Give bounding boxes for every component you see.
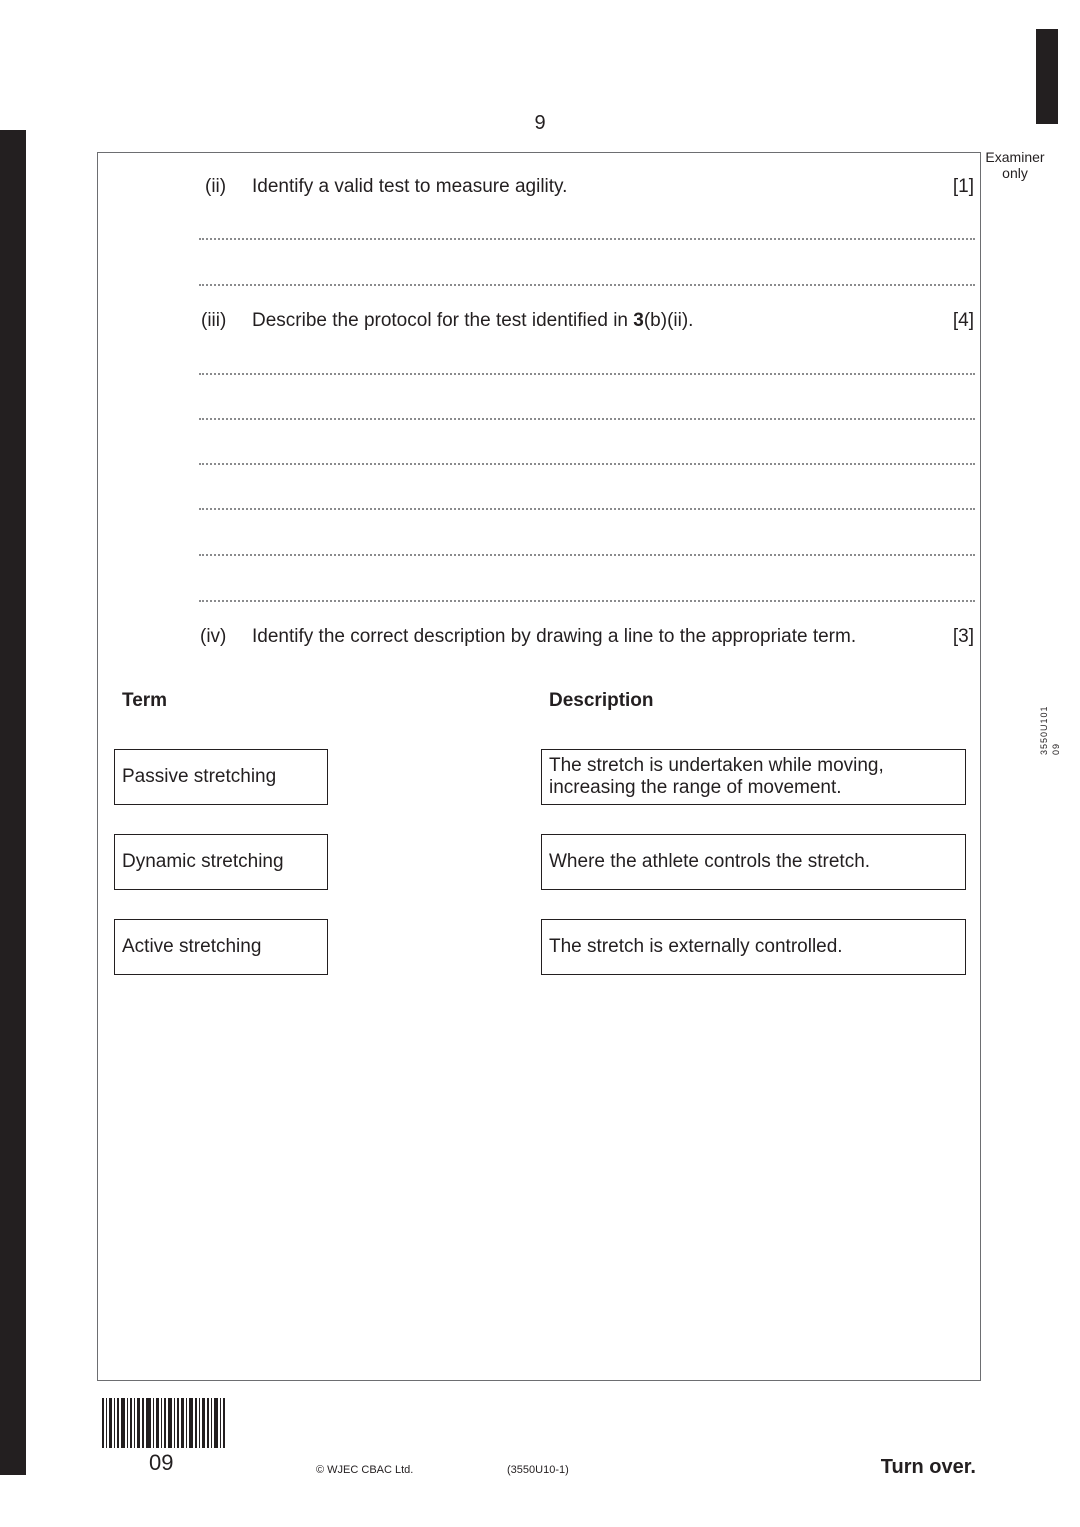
- answer-line[interactable]: [199, 284, 975, 286]
- term-box-active[interactable]: Active stretching: [114, 919, 328, 975]
- answer-line[interactable]: [199, 508, 975, 510]
- paper-reference: (3550U10-1): [507, 1464, 569, 1476]
- side-code-main: 3550U101: [1039, 705, 1049, 755]
- description-header: Description: [549, 690, 654, 711]
- page-number: 9: [534, 112, 546, 134]
- side-code-page: 09: [1051, 742, 1061, 755]
- answer-line[interactable]: [199, 554, 975, 556]
- term-box-dynamic[interactable]: Dynamic stretching: [114, 834, 328, 890]
- question-ii-mark: [1]: [952, 176, 974, 197]
- answer-line[interactable]: [199, 463, 975, 465]
- description-box-external[interactable]: The stretch is externally controlled.: [541, 919, 966, 975]
- question-iv-mark: [3]: [952, 626, 974, 647]
- question-iii-number: (iii): [201, 310, 227, 331]
- term-box-passive[interactable]: Passive stretching: [114, 749, 328, 805]
- left-margin-bar: [0, 130, 26, 1475]
- answer-line[interactable]: [199, 418, 975, 420]
- description-box-athlete-controls[interactable]: Where the athlete controls the stretch.: [541, 834, 966, 890]
- question-iii-mark: [4]: [952, 310, 974, 331]
- term-header: Term: [122, 690, 168, 711]
- barcode-number: 09: [149, 1450, 174, 1475]
- answer-line[interactable]: [199, 373, 975, 375]
- question-iv-number: (iv): [200, 626, 227, 647]
- description-box-moving[interactable]: The stretch is undertaken while moving, increasing the range of movement.: [541, 749, 966, 805]
- question-ii-text: Identify a valid test to measure agility.: [252, 176, 568, 197]
- copyright: © WJEC CBAC Ltd.: [316, 1464, 414, 1476]
- examiner-only-label: Examiner only: [985, 149, 1045, 181]
- question-iii-text: Describe the protocol for the test identified in 3(b)(ii).: [252, 310, 694, 331]
- question-ii-number: (ii): [205, 176, 227, 197]
- barcode: [102, 1398, 226, 1448]
- answer-line[interactable]: [199, 238, 975, 240]
- question-iv-text: Identify the correct description by drawing a line to the appropriate term.: [252, 626, 857, 647]
- page-marker-tab: [1036, 29, 1058, 124]
- turn-over: Turn over.: [880, 1456, 976, 1478]
- barcode-bars: [102, 1398, 225, 1448]
- answer-line[interactable]: [199, 600, 975, 602]
- side-code: [1027, 705, 1067, 765]
